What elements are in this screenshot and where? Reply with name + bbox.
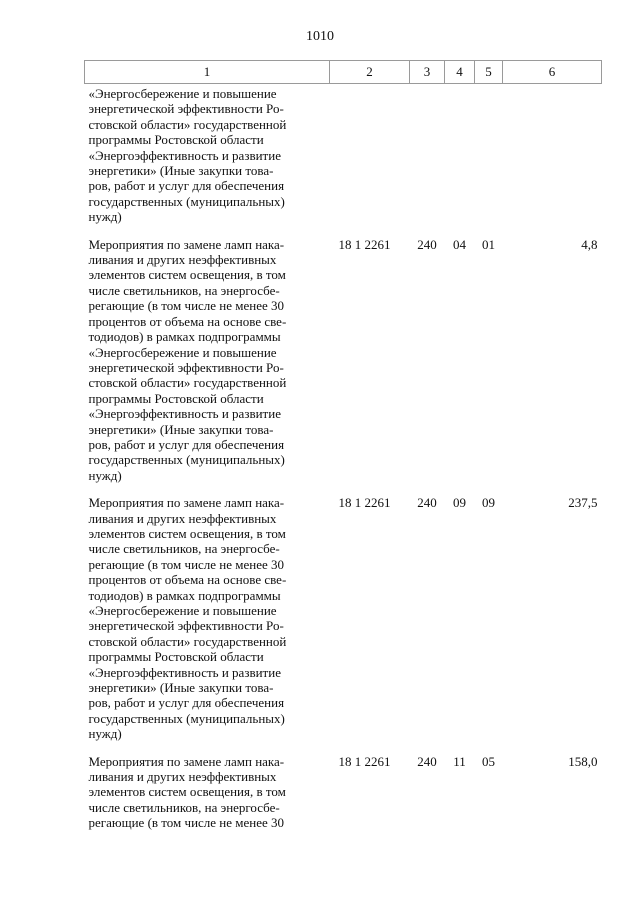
description-line: числе светильников, на энергосбе- — [88, 799, 280, 815]
description-line: нужд) — [88, 209, 122, 225]
column-header-vr: 3 — [410, 61, 445, 84]
row-section — [445, 84, 475, 235]
description-line: ров, работ и услуг для обеспечения — [88, 178, 285, 194]
description-line: процентов от объема на основе све- — [88, 313, 287, 329]
row-target-code: 18 1 2261 — [338, 236, 391, 252]
row-expense-type: 240 — [417, 236, 437, 252]
description-line: энергетической эффективности Ро- — [88, 359, 284, 375]
description-line: программы Ростовской области — [88, 649, 264, 665]
description-line: программы Ростовской области — [88, 132, 264, 148]
row-section: 09 — [453, 495, 466, 511]
table-row — [85, 752, 602, 841]
description-line: «Энергоэффективность и развитие — [88, 147, 281, 163]
column-header-pr: 5 — [475, 61, 503, 84]
row-section: 04 — [453, 236, 466, 252]
row-subsection: 05 — [482, 753, 495, 769]
description-line: регающие (в том числе не менее 30 — [88, 556, 285, 572]
description-line: государственных (муниципальных) — [88, 710, 285, 726]
budget-table — [84, 60, 602, 841]
description-line: «Энергосбережение и повышение — [88, 603, 277, 618]
description-line: «Энергосбережение и повышение — [88, 344, 277, 360]
description-line: программы Ростовской области — [88, 390, 264, 406]
column-header-amount: 6 — [503, 61, 602, 84]
description-line: Мероприятия по замене ламп нака- — [88, 753, 285, 769]
description-line: нужд) — [88, 467, 122, 483]
description-line: ливания и других неэффективных — [88, 769, 277, 785]
description-line: «Энергосбережение и повышение — [88, 86, 277, 101]
description-line: энергетики» (Иные закупки това- — [88, 163, 274, 179]
description-line: стовской области» государственной — [88, 375, 287, 391]
column-header-code: 2 — [330, 61, 410, 84]
description-line: энергетики» (Иные закупки това- — [88, 680, 274, 696]
row-target-code: 18 1 2261 — [338, 495, 391, 511]
description-line: элементов систем освещения, в том — [88, 267, 286, 283]
row-description — [85, 752, 330, 841]
description-line: энергетической эффективности Ро- — [88, 101, 284, 117]
description-line: процентов от объема на основе све- — [88, 572, 287, 588]
description-line: элементов систем освещения, в том — [88, 784, 286, 800]
description-line: числе светильников, на энергосбе- — [88, 282, 280, 298]
description-line: регающие (в том числе не менее 30 — [88, 298, 285, 314]
row-target-code: 18 1 2261 — [338, 753, 391, 769]
row-description — [85, 84, 330, 235]
table-row — [85, 84, 602, 235]
row-expense-type: 240 — [417, 495, 437, 511]
row-expense-type: 240 — [417, 753, 437, 769]
description-line: числе светильников, на энергосбе- — [88, 541, 280, 557]
description-line: энергетической эффективности Ро- — [88, 618, 284, 634]
description-line: Мероприятия по замене ламп нака- — [88, 236, 285, 252]
description-line: ров, работ и услуг для обеспечения — [88, 695, 285, 711]
description-line: тодиодов) в рамках подпрограммы — [88, 587, 281, 603]
description-line: нужд) — [88, 726, 122, 742]
row-description — [85, 493, 330, 752]
description-line: ров, работ и услуг для обеспечения — [88, 436, 285, 452]
description-line: Мероприятия по замене ламп нака- — [88, 495, 285, 511]
row-amount: 4,8 — [581, 236, 598, 252]
row-subsection: 01 — [482, 236, 495, 252]
row-subsection: 09 — [482, 495, 495, 511]
description-line: стовской области» государственной — [88, 116, 287, 132]
table-row — [85, 235, 602, 494]
table-body — [85, 84, 602, 841]
description-line: государственных (муниципальных) — [88, 193, 285, 209]
page-number: 1010 — [306, 29, 334, 44]
row-target-code — [330, 84, 410, 235]
description-line: регающие (в том числе не менее 30 — [88, 815, 285, 831]
description-line: «Энергоэффективность и развитие — [88, 664, 281, 680]
description-line: энергетики» (Иные закупки това- — [88, 421, 274, 437]
description-line: элементов систем освещения, в том — [88, 525, 286, 541]
row-section: 11 — [453, 753, 466, 769]
row-description — [85, 235, 330, 494]
description-line: стовской области» государственной — [88, 633, 287, 649]
description-line: ливания и других неэффективных — [88, 510, 277, 526]
row-amount: 237,5 — [568, 495, 598, 511]
description-line: ливания и других неэффективных — [88, 252, 277, 268]
table-header-row — [85, 61, 602, 84]
column-header-name: 1 — [85, 61, 330, 84]
row-amount: 158,0 — [568, 753, 598, 769]
description-line: тодиодов) в рамках подпрограммы — [88, 329, 281, 345]
column-header-rz: 4 — [445, 61, 475, 84]
row-expense-type — [410, 84, 445, 235]
row-amount — [503, 84, 602, 235]
row-subsection — [475, 84, 503, 235]
description-line: «Энергоэффективность и развитие — [88, 406, 281, 422]
description-line: государственных (муниципальных) — [88, 452, 285, 468]
table-row — [85, 493, 602, 752]
